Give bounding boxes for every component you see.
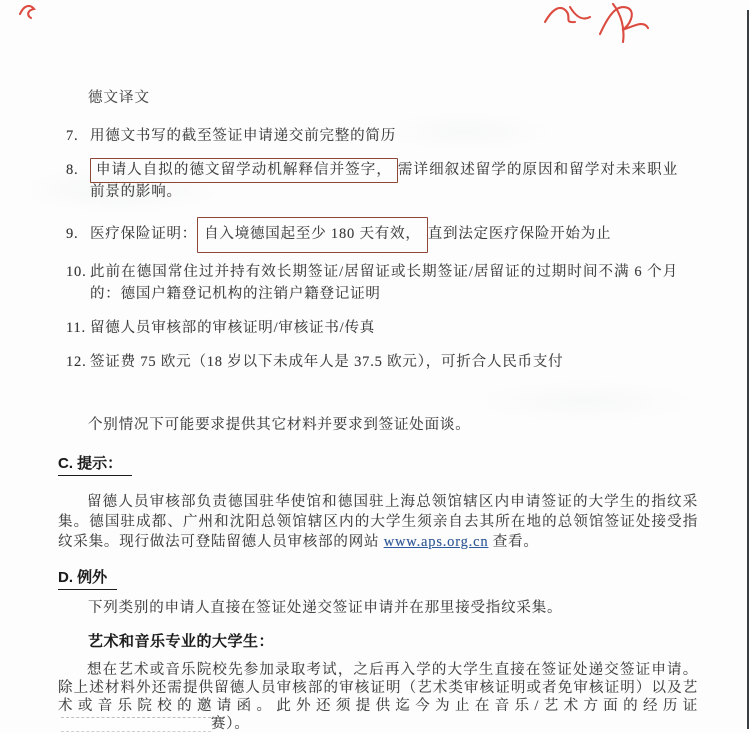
aps-website-link[interactable]: www.aps.org.cn: [383, 534, 489, 550]
red-annotation-box-motivation-letter: 申请人自拟的德文留学动机解释信并签字，: [90, 158, 398, 183]
item-text: 留德人员审核部的审核证明/审核证书/传真: [90, 320, 376, 336]
item-text-after-box: 需详细叙述留学的原因和留学对未来职业前景的影响。: [90, 162, 678, 200]
red-annotation-box-insurance-validity: 自入境德国起至少 180 天有效，: [197, 217, 428, 253]
art-music-students-subheading: 艺术和音乐专业的大学生：: [88, 633, 275, 650]
requirements-list: [58, 125, 678, 373]
paragraph-text: 查看。: [488, 534, 539, 550]
list-item-7: [58, 125, 678, 147]
pen-scribble-left: [20, 6, 34, 18]
item-number: 8.: [66, 162, 79, 178]
subtitle-german-translation: 德文译文: [88, 90, 150, 106]
list-item-9: [58, 223, 678, 245]
item-number: 11.: [66, 320, 86, 336]
pen-scribble-mid: [545, 7, 590, 22]
section-d-intro: 下列类别的申请人直接在签证处递交签证申请并在那里接受指纹采集。: [88, 600, 563, 616]
section-d-paragraph: [58, 661, 698, 733]
section-d-heading: D. 例外: [58, 566, 706, 590]
item-text: 此前在德国常住过并持有效长期签证/居留证或长期签证/居留证的过期时间不满 6 个月的：德国户籍登记机构的注销户籍登记证明: [90, 264, 678, 302]
paragraph-text: 赛）。: [211, 716, 250, 732]
item-text: 签证费 75 欧元（18 岁以下未成年人是 37.5 欧元），可折合人民币支付: [90, 354, 564, 370]
item-number: 12.: [66, 354, 87, 370]
item-text: 用德文书写的截至签证申请递交前完整的简历: [90, 128, 396, 144]
red-pen-scribbles: [0, 0, 750, 60]
item-number: 10.: [66, 264, 87, 280]
item-text: [90, 159, 678, 203]
item-text-before-box: 医疗保险证明：: [90, 226, 198, 242]
document-body: [58, 86, 706, 733]
whiteout-watermark-redaction: [61, 717, 211, 732]
list-item-8: [58, 159, 678, 203]
list-item-10: [58, 261, 678, 305]
scan-page-edge-line: [747, 10, 749, 729]
item-text-after-box: 直到法定医疗保险开始为止: [427, 226, 612, 242]
additional-note: 个别情况下可能要求提供其它材料并要求到签证处面谈。: [88, 417, 471, 433]
paragraph-text: 留德人员审核部负责德国驻华使馆和德国驻上海总领馆辖区内申请签证的大学生的指纹采集。德国驻成都、广州和沈阳总领馆辖区内的大学生须亲自去其所在地的总领馆签证处接受指纹采集。现行做法可登陆留德人员审核部的网站: [58, 494, 698, 550]
item-text: [90, 223, 678, 245]
list-item-12: [58, 351, 678, 373]
list-item-11: [58, 317, 678, 339]
paragraph-text: 想在艺术或音乐院校先参加录取考试，之后再入学的大学生直接在签证处递交签证申请。除上述材料外还需提供留德人员审核部的审核证明（艺术类审核证明或者免审核证明）以及艺术或音乐院校的邀请函。此外还须提供迄今为止在音乐/艺术方面的经历证: [58, 662, 698, 714]
pen-scribble-right: [600, 4, 648, 42]
item-number: 7.: [66, 128, 79, 144]
section-c-heading: C. 提示：: [58, 452, 706, 476]
section-c-paragraph: [58, 492, 698, 552]
item-number: 9.: [66, 226, 79, 242]
